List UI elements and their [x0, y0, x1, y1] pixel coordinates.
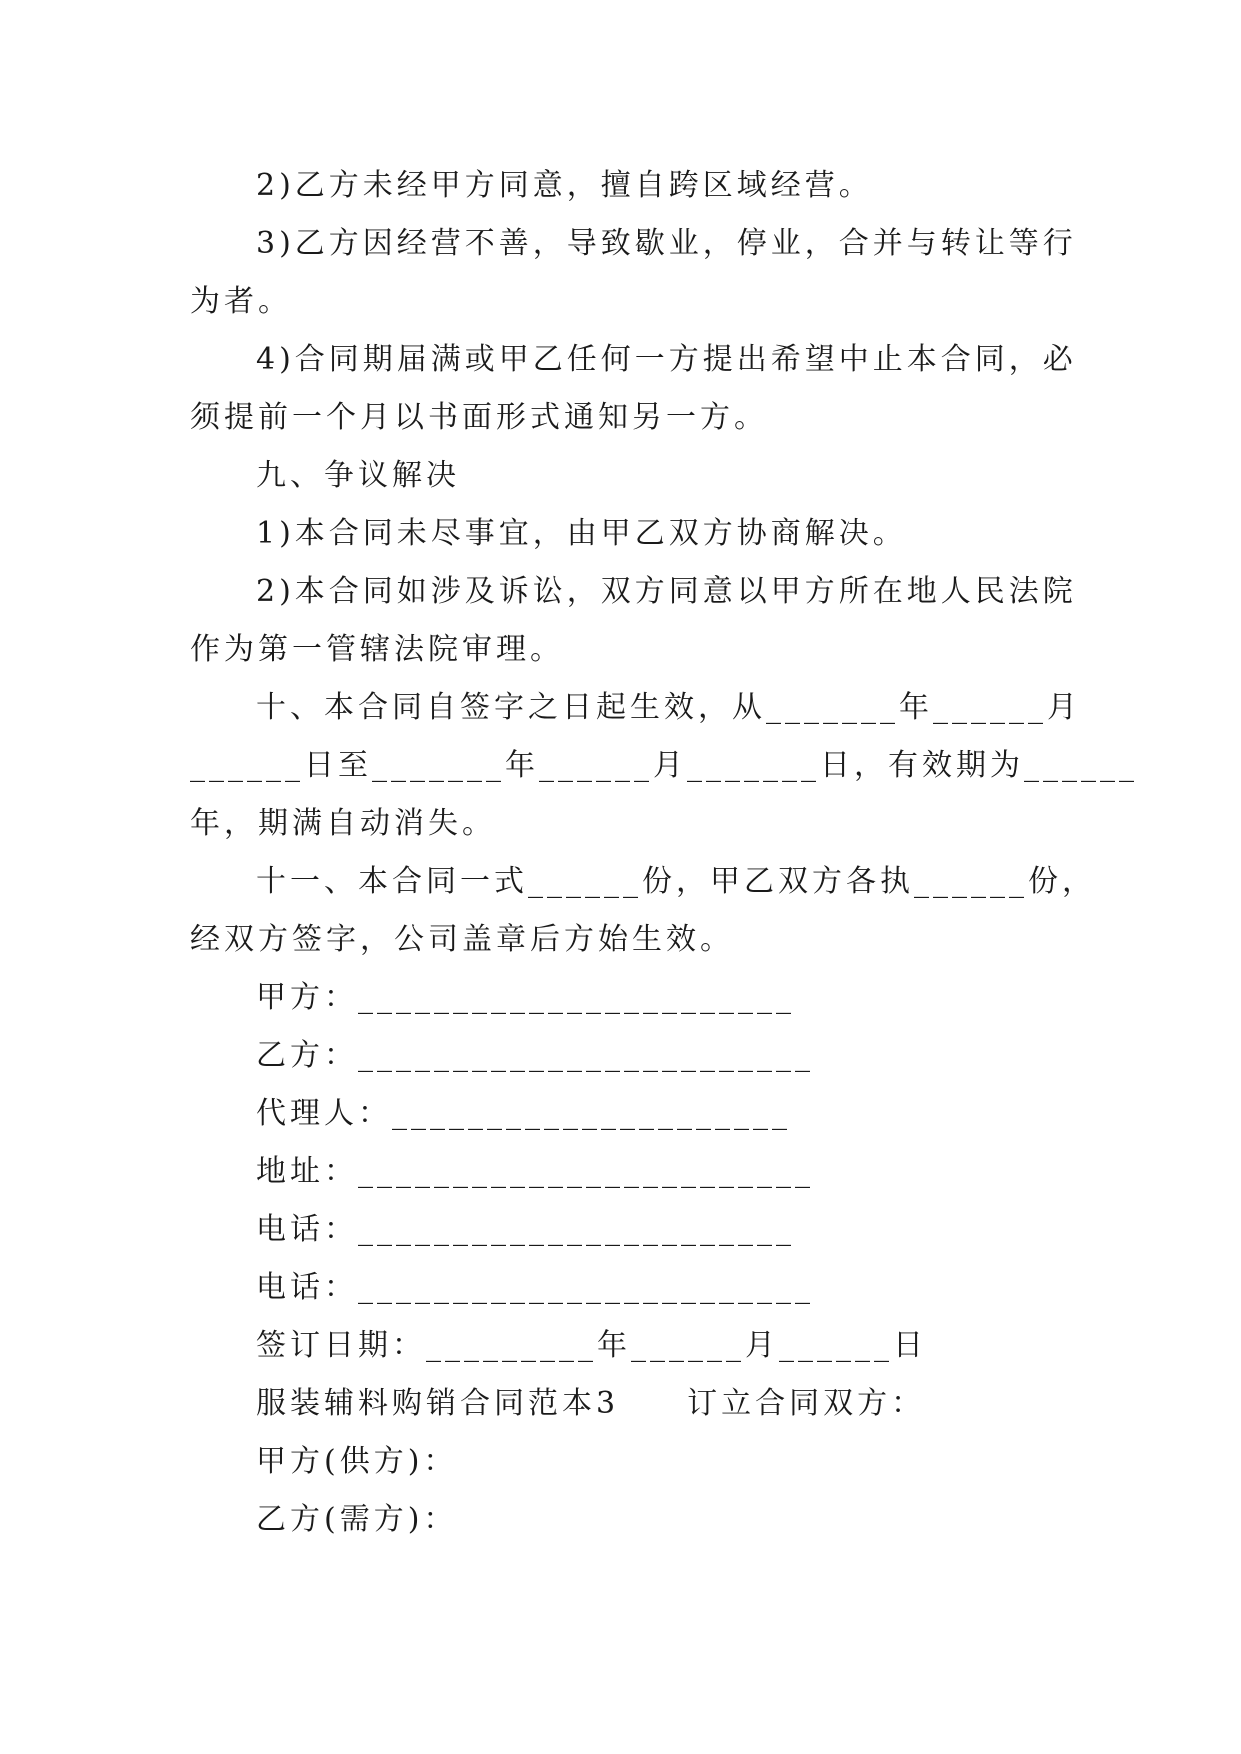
phone-line-1: 电话：_______________________ [256, 1212, 795, 1247]
clause-8-item-4: 4)合同期届满或甲乙任何一方提出希望中止本合同，必 [256, 342, 1077, 377]
party-b-signature-line: 乙方：________________________ [256, 1038, 814, 1073]
clause-11-cont: 经双方签字，公司盖章后方始生效。 [190, 922, 734, 957]
clause-8-item-4-cont: 须提前一个月以书面形式通知另一方。 [190, 400, 768, 435]
address-line: 地址：________________________ [256, 1154, 814, 1189]
phone-line-2: 电话：________________________ [256, 1270, 814, 1305]
clause-8-item-2: 2)乙方未经甲方同意，擅自跨区域经营。 [256, 168, 873, 203]
signing-date-line: 签订日期：_________年______月______日 [256, 1328, 927, 1363]
clause-8-item-3: 3)乙方因经营不善，导致歇业，停业，合并与转让等行 [256, 226, 1077, 261]
party-a-signature-line: 甲方：_______________________ [256, 980, 795, 1015]
clause-9-item-1: 1)本合同未尽事宜，由甲乙双方协商解决。 [256, 516, 907, 551]
clause-8-item-3-cont: 为者。 [190, 284, 292, 319]
clause-9-item-2: 2)本合同如涉及诉讼，双方同意以甲方所在地人民法院 [256, 574, 1077, 609]
template-3-title: 服装辅料购销合同范本3 订立合同双方： [256, 1386, 926, 1421]
agent-signature-line: 代理人：_____________________ [256, 1096, 791, 1131]
clause-9-item-2-cont: 作为第一管辖法院审理。 [190, 632, 564, 667]
section-heading-dispute: 九、争议解决 [256, 458, 460, 493]
clause-10: 十、本合同自签字之日起生效，从_______年______月 [256, 690, 1081, 725]
party-a-supplier: 甲方(供方)： [256, 1444, 458, 1479]
clause-11: 十一、本合同一式______份，甲乙双方各执______份， [256, 864, 1096, 899]
party-b-buyer: 乙方(需方)： [256, 1502, 458, 1537]
clause-10-cont: ______日至_______年______月_______日，有效期为______ [190, 748, 1138, 783]
clause-10-cont-2: 年，期满自动消失。 [190, 806, 496, 841]
